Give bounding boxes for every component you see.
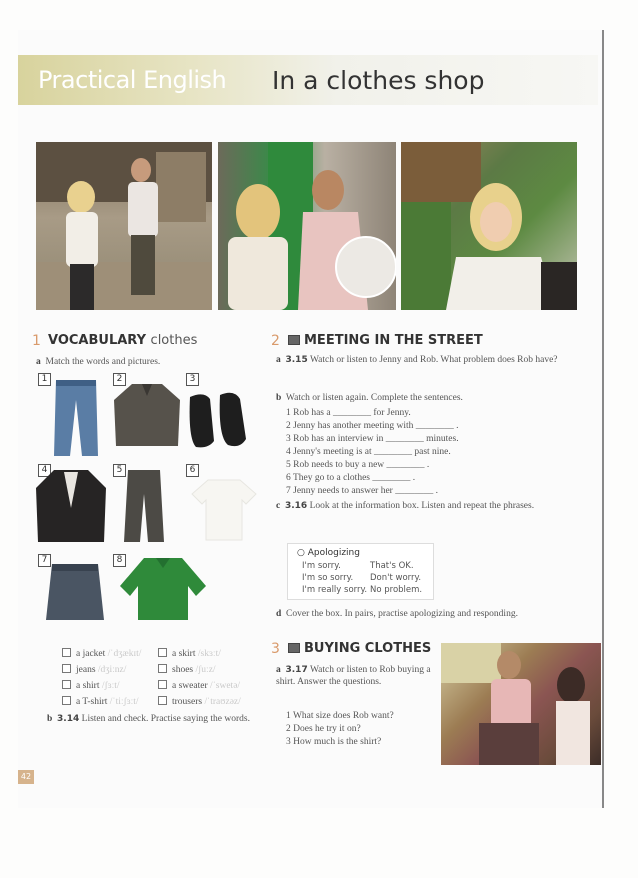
word-label: a skirt [172, 649, 196, 659]
vocab-b-label: b [47, 714, 53, 724]
apology-phrase-3: I'm really sorry. [302, 585, 368, 595]
meeting-a-label: a [276, 355, 281, 365]
word-item-tshirt[interactable] [62, 696, 139, 707]
vocab-a-text: Match the words and pictures. [45, 357, 161, 367]
sentence-7: 7 Jenny needs to answer her ________ . [286, 486, 438, 496]
picture-number-3: 3 [186, 373, 199, 386]
audio-track-3-14[interactable]: 3.14 [57, 714, 80, 724]
meeting-d-label: d [276, 609, 282, 619]
jacket-picture [34, 468, 108, 544]
photo-phone-call [401, 142, 577, 310]
video-icon [288, 335, 300, 345]
answer-box[interactable] [62, 648, 71, 657]
buying-a-text: Watch or listen to Rob buying a shirt. Answer the questions. [276, 665, 431, 687]
info-box-title-text: Apologizing [307, 548, 360, 558]
question-3: 3 How much is the shirt? [286, 737, 382, 747]
photo-collision [218, 142, 396, 310]
meeting-c-label: c [276, 501, 281, 511]
buying-a-label: a [276, 665, 281, 675]
meeting-instruction-c [276, 500, 576, 512]
answer-box[interactable] [158, 648, 167, 657]
word-label: a shirt [76, 681, 100, 691]
answer-box[interactable] [158, 680, 167, 689]
word-label: jeans [76, 665, 96, 675]
sentence-6: 6 They go to a clothes ________ . [286, 473, 416, 483]
trousers-picture [122, 468, 166, 544]
section-number-1: 1 [32, 333, 41, 349]
sweater-picture [118, 556, 208, 622]
info-box-apologizing [287, 543, 434, 600]
shirt-picture [112, 382, 182, 448]
meeting-a-text: Watch or listen to Jenny and Rob. What problem does Rob have? [309, 355, 558, 365]
buying-instruction-a [276, 664, 436, 688]
word-item-jacket[interactable] [62, 648, 141, 659]
pronunciation-hint: /ˈdʒækɪt/ [107, 649, 142, 659]
sentence-1: 1 Rob has a ________ for Jenny. [286, 408, 411, 418]
word-item-jeans[interactable] [62, 664, 126, 675]
meeting-instruction-b [276, 392, 576, 404]
word-item-trousers[interactable] [158, 696, 241, 707]
pronunciation-hint: /ˈswetə/ [209, 681, 241, 691]
audio-track-3-16[interactable]: 3.16 [284, 501, 308, 511]
word-item-skirt[interactable] [158, 648, 221, 659]
vocab-a-label: a [36, 357, 41, 367]
section-number-3: 3 [271, 641, 280, 657]
vocab-instruction-a [36, 356, 160, 368]
apology-phrase-1: I'm sorry. [302, 561, 341, 571]
video-icon [288, 643, 300, 653]
pronunciation-hint: /ʃuːz/ [195, 665, 216, 675]
word-label: shoes [172, 665, 194, 675]
section-kicker: Practical English [38, 66, 227, 94]
pronunciation-hint: /ʃɜːt/ [101, 681, 120, 691]
meeting-b-label: b [276, 393, 282, 403]
sentence-2: 2 Jenny has another meeting with ________ . [286, 421, 459, 431]
apology-phrase-2: I'm so sorry. [302, 573, 354, 583]
buying-heading [288, 641, 431, 656]
picture-number-2: 2 [113, 373, 126, 386]
picture-number-8: 8 [113, 554, 126, 567]
word-item-shirt[interactable] [62, 680, 120, 691]
word-label: trousers [172, 697, 203, 707]
vocab-instruction-b [47, 713, 262, 725]
answer-box[interactable] [62, 664, 71, 673]
word-label: a sweater [172, 681, 208, 691]
skirt-picture [44, 562, 106, 622]
photo-street-walk [36, 142, 212, 310]
vocabulary-heading [48, 333, 197, 348]
response-phrase-3: No problem. [370, 585, 423, 595]
photo-shop [441, 643, 601, 765]
question-1: 1 What size does Rob want? [286, 711, 394, 721]
photo-phone-call-illustration [401, 142, 577, 310]
section-number-2: 2 [271, 333, 280, 349]
answer-box[interactable] [158, 664, 167, 673]
picture-number-4: 4 [38, 464, 51, 477]
photo-collision-illustration [218, 142, 396, 310]
meeting-c-text: Look at the information box. Listen and repeat the phrases. [309, 501, 535, 511]
info-box-title: ○ Apologizing [297, 548, 360, 558]
sentence-5: 5 Rob needs to buy a new ________ . [286, 460, 430, 470]
vocabulary-title: VOCABULARY [48, 333, 147, 348]
meeting-instruction-a [276, 354, 576, 366]
page-title: In a clothes shop [272, 66, 485, 95]
audio-track-3-15[interactable]: 3.15 [285, 355, 308, 365]
audio-track-3-17[interactable]: 3.17 [285, 665, 308, 675]
word-item-shoes[interactable] [158, 664, 216, 675]
sentence-3: 3 Rob has an interview in ________ minutes. [286, 434, 459, 444]
pronunciation-hint: /ˈtiːʃɜːt/ [109, 697, 139, 707]
meeting-instruction-d [276, 608, 586, 620]
answer-box[interactable] [158, 696, 167, 705]
picture-number-6: 6 [186, 464, 199, 477]
answer-box[interactable] [62, 680, 71, 689]
picture-number-5: 5 [113, 464, 126, 477]
tshirt-picture [190, 478, 258, 542]
response-phrase-1: That's OK. [370, 561, 414, 571]
word-label: a T-shirt [76, 697, 108, 707]
picture-number-7: 7 [38, 554, 51, 567]
meeting-title: MEETING IN THE STREET [304, 333, 483, 348]
meeting-b-text: Watch or listen again. Complete the sentences. [285, 393, 463, 403]
jeans-picture [52, 378, 100, 458]
picture-number-1: 1 [38, 373, 51, 386]
answer-box[interactable] [62, 696, 71, 705]
word-item-sweater[interactable] [158, 680, 240, 691]
response-phrase-2: Don't worry. [370, 573, 422, 583]
meeting-heading [288, 333, 483, 348]
meeting-d-text: Cover the box. In pairs, practise apologizing and responding. [286, 609, 518, 619]
pronunciation-hint: /dʒiːnz/ [97, 665, 127, 675]
photo-shop-illustration [441, 643, 601, 765]
question-2: 2 Does he try it on? [286, 724, 361, 734]
sentence-4: 4 Jenny's meeting is at ________ past nine. [286, 447, 451, 457]
pronunciation-hint: /ˈtraʊzəz/ [204, 697, 241, 707]
vocab-b-text: Listen and check. Practise saying the words. [81, 714, 250, 724]
word-label: a jacket [76, 649, 106, 659]
shoes-picture [186, 389, 256, 451]
pronunciation-hint: /skɜːt/ [197, 649, 221, 659]
photo-street-walk-illustration [36, 142, 212, 310]
page-number: 42 [18, 770, 34, 784]
vocabulary-subtitle: clothes [150, 333, 198, 348]
buying-title: BUYING CLOTHES [304, 641, 432, 656]
